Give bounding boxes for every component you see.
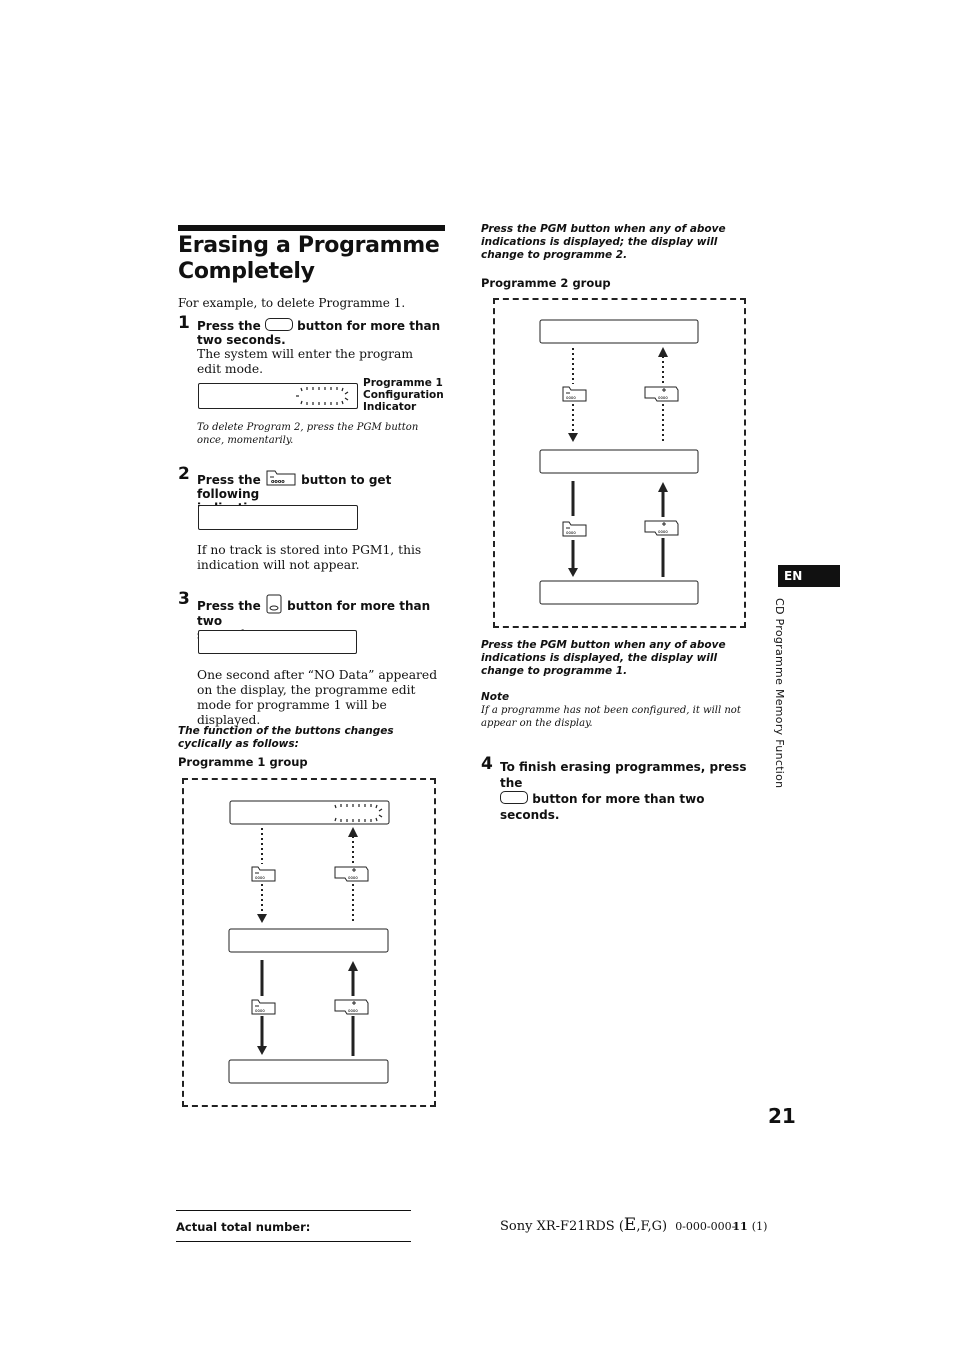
footer-model-rest: ,F,G) — [636, 1219, 668, 1234]
pgm-note-top: Press the PGM button when any of above indications is displayed; the display will change to programme 2. — [481, 223, 726, 261]
minus-button-icon — [563, 387, 586, 401]
step4-text-b: button for more than two seconds. — [500, 792, 705, 822]
group2-diagram — [493, 298, 747, 628]
footer-model-info — [500, 1215, 767, 1235]
step1-number: 1 — [178, 313, 190, 333]
footer-code-bold: 11 — [732, 1220, 748, 1233]
step1-text-a: Press the — [197, 319, 261, 333]
group1-label: Programme 1 group — [178, 755, 308, 769]
step2-text-b: button to get following — [197, 473, 392, 501]
step3-desc: One second after “NO Data” appeared on the display, the programme edit mode for programme 1 will be displayed. — [197, 668, 438, 727]
svg-text:oooo: oooo — [658, 529, 668, 534]
section-side-title: CD Programme Memory Function — [773, 598, 786, 789]
group2-display-middle — [540, 450, 698, 473]
step3-number: 3 — [178, 589, 190, 609]
cycle-note: The function of the buttons changes cyclically as follows: — [178, 725, 394, 750]
step4-text-a: To finish erasing programmes, press the — [500, 760, 747, 790]
svg-text:oooo: oooo — [348, 1008, 358, 1013]
plus-button-icon — [645, 521, 678, 535]
svg-text:oooo: oooo — [255, 875, 265, 880]
footer-code: 0-000-000- — [675, 1220, 736, 1233]
svg-text:oooo: oooo — [566, 530, 576, 535]
lcd-display-step3 — [198, 630, 357, 654]
step1-desc: The system will enter the program edit mode. — [197, 347, 414, 376]
disc-button-icon — [265, 594, 283, 614]
step2-text-a: Press the — [197, 473, 261, 487]
footer-left-label: Actual total number: — [176, 1220, 311, 1234]
svg-text:oooo: oooo — [348, 875, 358, 880]
plus-button-icon — [335, 867, 368, 881]
plus-button-icon — [335, 1000, 368, 1014]
note-heading: Note — [481, 691, 510, 703]
footer-model: Sony XR-F21RDS ( — [500, 1219, 624, 1234]
page-title: Erasing a Programme Completely — [178, 233, 440, 284]
group2-display-bottom — [540, 581, 698, 604]
step1-note: To delete Program 2, press the PGM button once, momentarily. — [197, 422, 419, 446]
group2-label: Programme 2 group — [481, 276, 611, 290]
title-rule — [178, 225, 445, 231]
group1-display-middle — [229, 929, 388, 952]
note-text: If a programme has not been configured, it will not appear on the display. — [481, 705, 741, 729]
footer-rule-bottom — [176, 1241, 411, 1242]
svg-text:oooo: oooo — [658, 395, 668, 400]
footer-model-e: E — [623, 1215, 637, 1235]
svg-text:oooo: oooo — [566, 395, 576, 400]
step1-text-b: button for more than — [297, 319, 441, 333]
group2-display-top — [540, 320, 698, 343]
minus-button-icon — [265, 469, 297, 487]
step4-instruction — [500, 759, 762, 823]
group1-display-bottom — [229, 1060, 388, 1083]
blink-indicator-icon — [295, 384, 355, 408]
pgm-note-bottom: Press the PGM button when any of above indications is displayed, the display will change to programme 1. — [481, 639, 726, 677]
pgm-button-icon — [500, 791, 528, 804]
minus-button-icon — [563, 522, 586, 536]
intro-text: For example, to delete Programme 1. — [178, 296, 406, 310]
minus-button-icon — [252, 1000, 275, 1014]
step4-number: 4 — [481, 754, 493, 774]
step1-instruction — [197, 318, 447, 347]
step3-text-b: button for more than two — [197, 599, 431, 628]
group1-diagram — [182, 778, 436, 1108]
plus-button-icon — [645, 387, 678, 401]
programme1-indicator-label: Programme 1 Configuration Indicator — [363, 377, 444, 413]
footer-rule-top — [176, 1210, 411, 1211]
pgm-button-icon — [265, 318, 293, 331]
step3-text-a: Press the — [197, 599, 261, 613]
svg-text:oooo: oooo — [255, 1008, 265, 1013]
step1-text-c: two seconds. — [197, 333, 286, 347]
lcd-display-step1 — [198, 383, 358, 409]
footer-code-end: (1) — [751, 1220, 768, 1233]
page-number: 21 — [768, 1104, 796, 1128]
lcd-display-step2 — [198, 505, 358, 530]
step2-number: 2 — [178, 464, 190, 484]
svg-text:oooo: oooo — [270, 479, 285, 485]
language-tab: EN — [778, 565, 840, 587]
minus-button-icon — [252, 867, 275, 881]
step2-desc: If no track is stored into PGM1, this indication will not appear. — [197, 543, 422, 572]
